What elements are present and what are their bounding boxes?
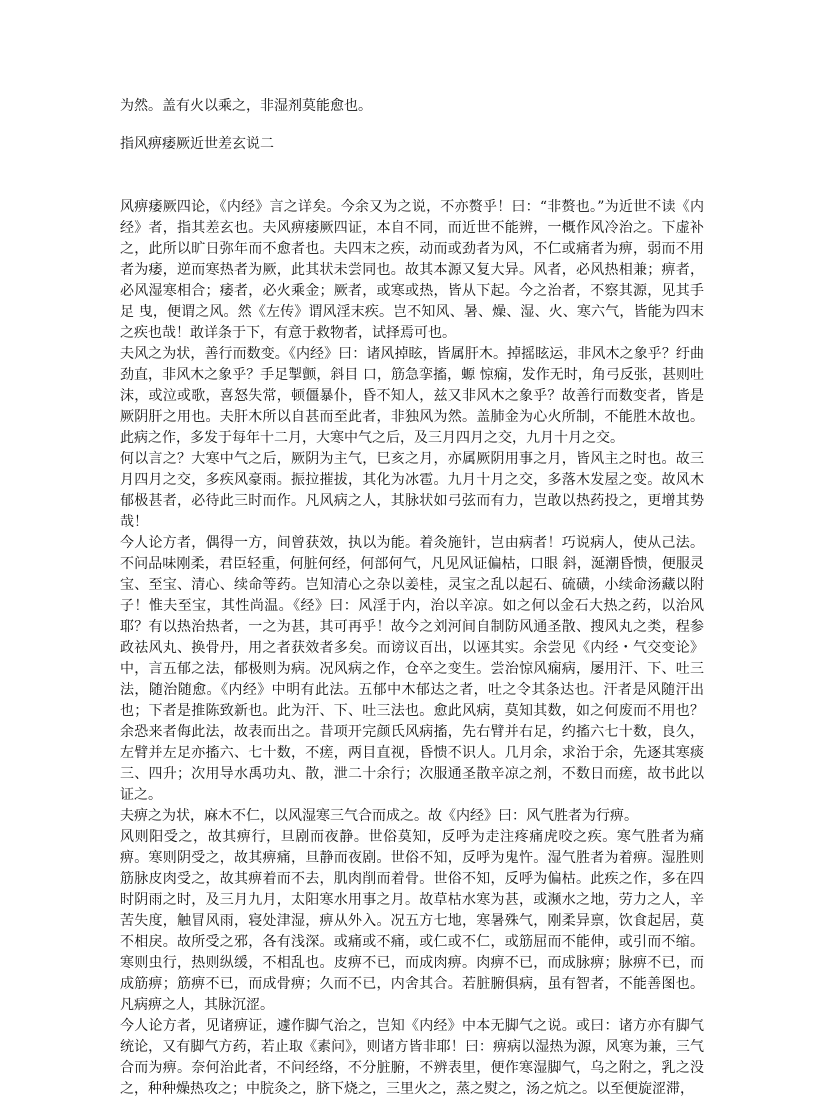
paragraph: 今人论方者，见诸痹证，遽作脚气治之，岂知《内经》中本无脚气之说。或曰：诸方亦有脚气统论，又有脚气方药，若止取《素问》，则诸方皆非耶！曰：痹病以湿热为源，风寒为兼，三气合而为痹。奈何治此者，不问经络，不分脏腑，不辨表里，便作寒湿脚气，乌之附之，乳之没之，种种燥热攻之；中脘灸之，脐下烧之，三里火之，蒸之熨之，汤之炕之。以至便旋涩滞，	[120, 1018, 704, 1097]
document-page	[120, 86, 704, 1100]
paragraph: 风则阳受之，故其痹行，旦剧而夜静。世俗莫知，反呼为走注疼痛虎咬之疾。寒气胜者为痛痹。寒则阴受之，故其痹痛，旦静而夜剧。世俗不知，反呼为鬼忤。湿气胜者为着痹。湿胜则筋脉皮肉受之，故其痹着而不去，肌肉削而着骨。世俗不知，反呼为偏枯。此疾之作，多在四时阴雨之时，及三月九月，太阳寒水用事之月。故草枯水寒为甚，或濒水之地，劳力之人，辛苦失度，触冒风雨，寝处津湿，痹从外入。况五方七地，寒暑殊气，刚柔异禀，饮食起居，莫不相戾。故所受之邪，各有浅深。或痛或不痛，或仁或不仁，或筋屈而不能伸，或引而不缩。寒则虫行，热则纵缓，不相乱也。皮痹不已，而成肉痹。肉痹不已，而成脉痹；脉痹不已，而成筋痹；筋痹不已，而成骨痹；久而不已，内舍其合。若脏腑俱病，虽有智者，不能善图也。凡病痹之人，其脉沉涩。	[120, 829, 704, 1013]
opening-line: 为然。盖有火以乘之，非湿剂莫能愈也。	[120, 98, 372, 114]
body-text	[120, 197, 704, 1100]
paragraph: 夫痹之为状，麻木不仁，以风湿寒三气合而成之。故《内经》曰：风气胜者为行痹。	[120, 808, 638, 824]
paragraph: 风痹痿厥四论，《内经》言之详矣。今余又为之说，不亦赘乎！曰：“非赘也。”为近世不读《内经》者，指其差玄也。夫风痹痿厥四证，本自不同，而近世不能辨，一概作风冷治之。下虚补之，此所以旷日弥年而不愈者也。夫四末之疾，动而或劲者为风，不仁或痛者为痹，弱而不用者为痿，逆而寒热者为厥，此其状未尝同也。故其本源又复大异。风者，必风热相兼；痹者，必风湿寒相合；痿者，必火乘金；厥者，或寒或热，皆从下起。今之治者，不察其源，见其手足 曳，便谓之风。然《左传》谓风淫末疾。岂不知风、暑、燥、湿、火、寒六气，皆能为四末之疾也哉！敢详条于下，有意于救物者，试择焉可也。	[120, 199, 704, 341]
paragraph: 今人论方者，偶得一方，间曾获效，执以为能。着灸施针，岂由病者！巧说病人，使从己法。不问品味刚柔，君臣轻重，何脏何经，何部何气，凡见风证偏枯，口眼 斜，涎潮昏愦，便服灵宝、至宝、清心、续命等药。岂知清心之杂以姜桂，灵宝之乱以起石、硫磺，小续命汤藏以附子！惟夫至宝，其性尚温。《经》曰：风淫于内，治以辛凉。如之何以金石大热之药，以治风耶？有以热治热者，一之为甚，其可再乎！故今之刘河间自制防风通圣散、搜风丸之类，程参政祛风丸、换骨丹，用之者获效者多矣。而谤议百出，以诬其实。余尝见《内经・气交变论》中，言五郁之法，郁极则为病。况风病之作，仓卒之变生。尝治惊风痫病，屡用汗、下、吐三法，随治随愈。《内经》中明有此法。五郁中木郁达之者，吐之令其条达也。汗者是风随汗出也；下者是推陈致新也。此为汗、下、吐三法也。愈此风病，莫知其数，如之何废而不用也？余恐来者侮此法，故表而出之。昔项开完颜氏风病搐，先右臂并右足，约搐六七十数，良久，左臂并左足亦搐六、七十数，不瘥，两目直视，昏愦不识人。几月余，求治于余，先逐其寒痰三、四升；次用导水禹功丸、散，泄二十余行；次服通圣散辛凉之剂，不数日而瘥，故书此以证之。	[120, 535, 704, 803]
section-heading: 指风痹痿厥近世差玄说二	[120, 136, 274, 152]
paragraph: 夫风之为状，善行而数变。《内经》曰：诸风掉眩，皆属肝木。掉摇眩运，非风木之象乎？纡曲劲直，非风木之象乎？手足掣颤，斜目 口，筋急挛搐，螈 惊痫，发作无时，角弓反张，甚则吐沫，或泣或歌，喜怒失常，顿僵暴仆，昏不知人，兹又非风木之象乎？故善行而数变者，皆是厥阴肝之用也。夫肝木所以自甚而至此者，非独风为然。盖肺金为心火所制，不能胜木故也。此病之作，多发于每年十二月，大寒中气之后，及三月四月之交，九月十月之交。	[120, 346, 704, 446]
paragraph: 何以言之？大寒中气之后，厥阴为主气，巳亥之月，亦属厥阴用事之月，皆风主之时也。故三月四月之交，多疾风豪雨。振拉摧拔，其化为冰雹。九月十月之交，多落木发屋之变。故风木郁极甚者，必待此三时而作。凡风病之人，其脉状如弓弦而有力，岂敢以热药投之，更增其势哉！	[120, 451, 704, 530]
